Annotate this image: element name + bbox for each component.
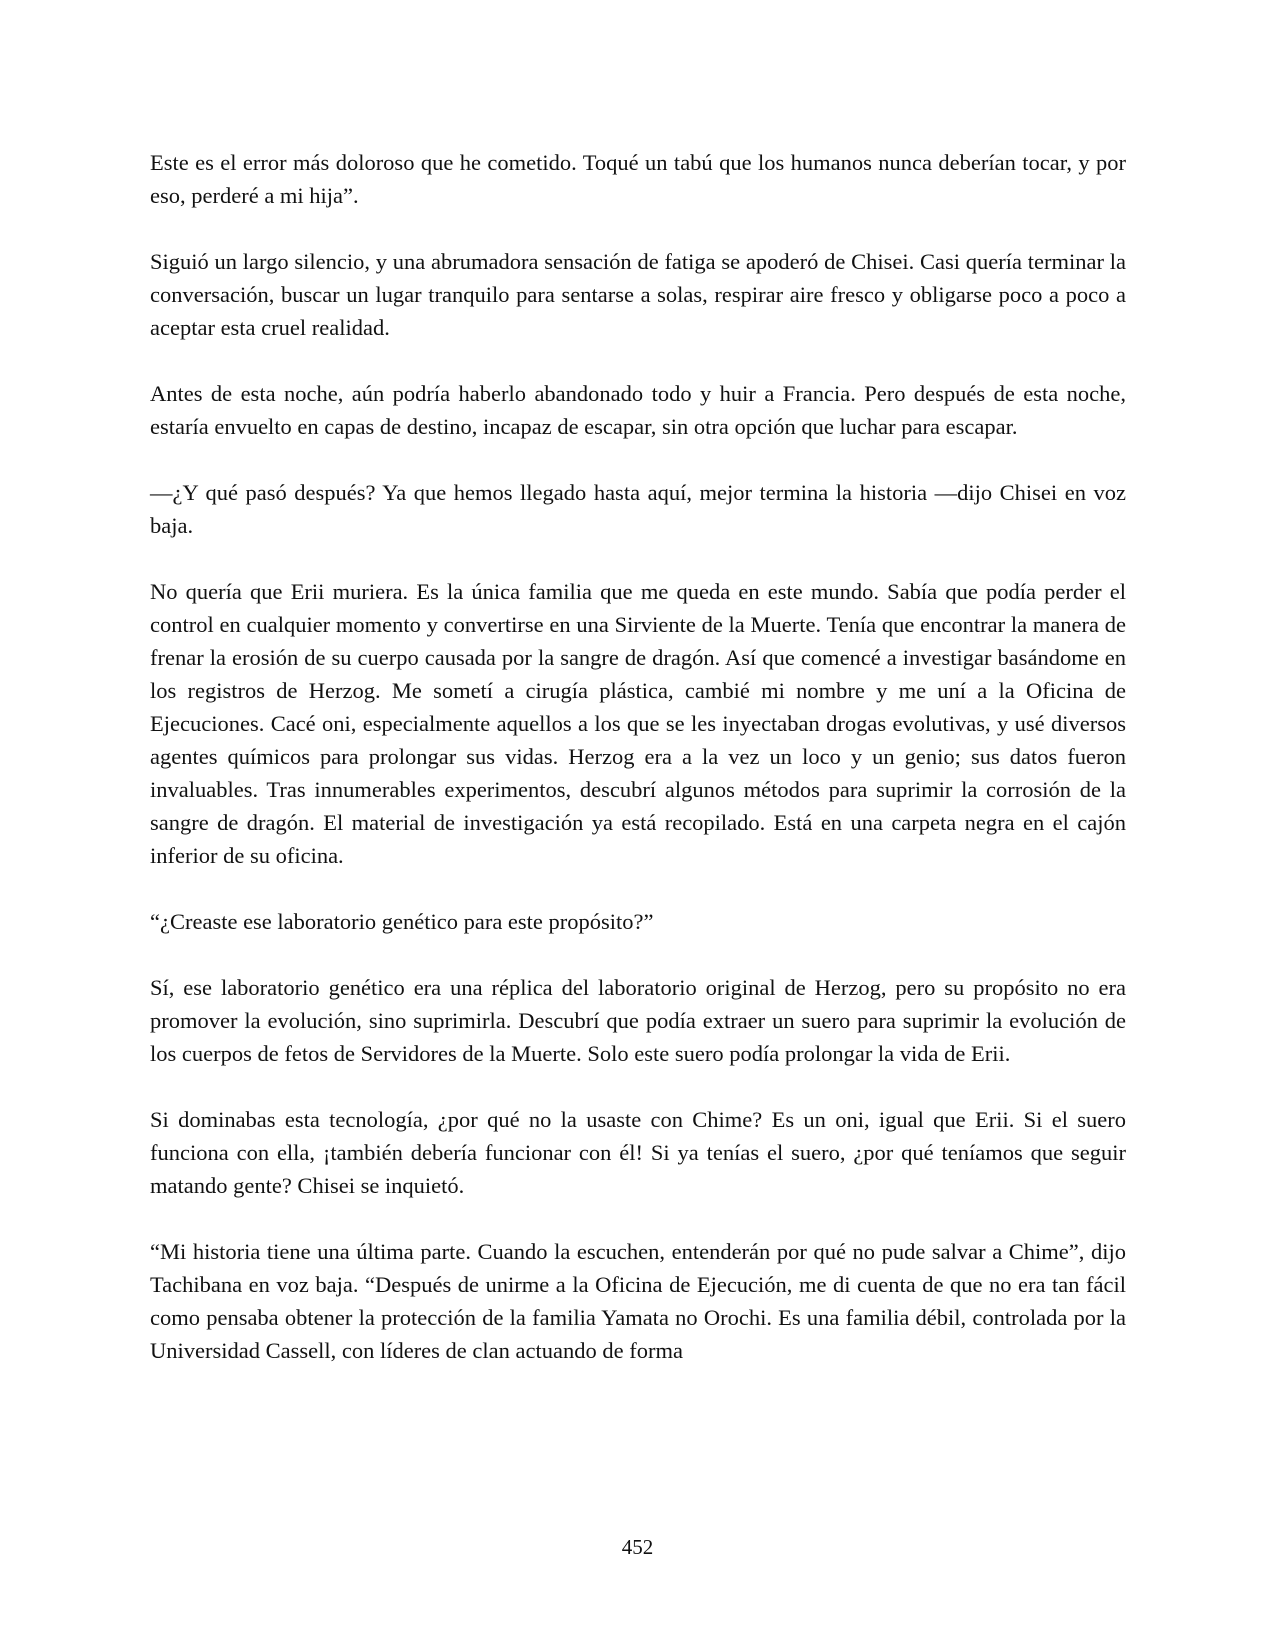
page-body [150, 146, 1126, 1400]
paragraph: Este es el error más doloroso que he cometido. Toqué un tabú que los humanos nunca deberían tocar, y por eso, perderé a mi hija”. [150, 150, 1126, 208]
page-number: 452 [621, 1535, 654, 1559]
paragraph: —¿Y qué pasó después? Ya que hemos llegado hasta aquí, mejor termina la historia —dijo Chisei en voz baja. [150, 480, 1126, 538]
paragraph: “¿Creaste ese laboratorio genético para este propósito?” [150, 909, 654, 934]
paragraph: Antes de esta noche, aún podría haberlo abandonado todo y huir a Francia. Pero después de esta noche, estaría envuelto en capas de destino, incapaz de escapar, sin otra opción que luchar para escapar. [150, 381, 1126, 439]
paragraph: Si dominabas esta tecnología, ¿por qué no la usaste con Chime? Es un oni, igual que Erii. Si el suero funciona con ella, ¡también debería funcionar con él! Si ya tenías el suero, ¿por qué teníamos que seguir matando gente? Chisei se inquietó. [150, 1107, 1126, 1198]
paragraph: No quería que Erii muriera. Es la única familia que me queda en este mundo. Sabía que podía perder el control en cualquier momento y convertirse en una Sirviente de la Muerte. Tenía que encontrar la manera de frenar la erosión de su cuerpo causada por la sangre de dragón. Así que comencé a investigar basándome en los registros de Herzog. Me sometí a cirugía plástica, cambié mi nombre y me uní a la Oficina de Ejecuciones. Cacé oni, especialmente aquellos a los que se les inyectaban drogas evolutivas, y usé diversos agentes químicos para prolongar sus vidas. Herzog era a la vez un loco y un genio; sus datos fueron invaluables. Tras innumerables experimentos, descubrí algunos métodos para suprimir la corrosión de la sangre de dragón. El material de investigación ya está recopilado. Está en una carpeta negra en el cajón inferior de su oficina. [150, 579, 1126, 868]
paragraph: Siguió un largo silencio, y una abrumadora sensación de fatiga se apoderó de Chisei. Casi quería terminar la conversación, buscar un lugar tranquilo para sentarse a solas, respirar aire fresco y obligarse poco a poco a aceptar esta cruel realidad. [150, 249, 1126, 340]
paragraph: “Mi historia tiene una última parte. Cuando la escuchen, entenderán por qué no pude salvar a Chime”, dijo Tachibana en voz baja. “Después de unirme a la Oficina de Ejecución, me di cuenta de que no era tan fácil como pensaba obtener la protección de la familia Yamata no Orochi. Es una familia débil, controlada por la Universidad Cassell, con líderes de clan actuando de forma [150, 1239, 1126, 1363]
paragraph: Sí, ese laboratorio genético era una réplica del laboratorio original de Herzog, pero su propósito no era promover la evolución, sino suprimirla. Descubrí que podía extraer un suero para suprimir la evolución de los cuerpos de fetos de Servidores de la Muerte. Solo este suero podía prolongar la vida de Erii. [150, 975, 1126, 1066]
